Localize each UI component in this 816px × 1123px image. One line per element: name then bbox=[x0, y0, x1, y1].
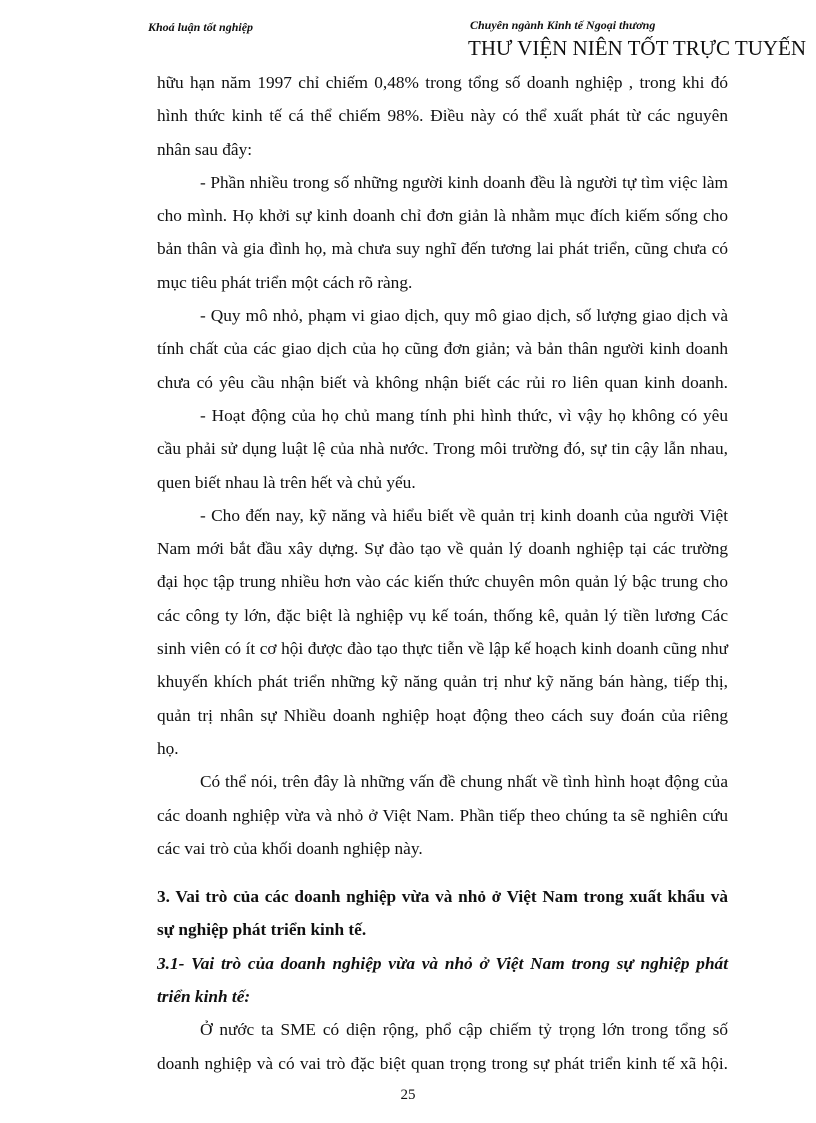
text-line: các công ty lớn, đặc biệt là nghiệp vụ kế toán, thống kê, quản lý tiền lương Các bbox=[157, 605, 728, 625]
text-line: cầu phải sử dụng luật lệ của nhà nước. Trong môi trường đó, sự tin cậy lẫn nhau, bbox=[157, 439, 728, 459]
header-right: Chuyên ngành Kinh tế Ngoại thương bbox=[470, 18, 656, 32]
header-left: Khoá luận tốt nghiệp bbox=[148, 20, 254, 34]
subsection-heading: 3.1- Vai trò của doanh nghiệp vừa và nhỏ ở Việt Nam trong sự nghiệp phát bbox=[157, 953, 728, 973]
text-line: - Hoạt động của họ chủ mang tính phi hình thức, vì vậy họ không có yêu bbox=[200, 405, 728, 425]
text-line: các doanh nghiệp vừa và nhỏ ở Việt Nam. Phần tiếp theo chúng ta sẽ nghiên cứu bbox=[157, 805, 728, 825]
text-line: quản trị nhân sự Nhiều doanh nghiệp hoạt động theo cách suy đoán của riêng bbox=[157, 705, 728, 725]
text-line: họ. bbox=[157, 738, 179, 758]
text-line: hữu hạn năm 1997 chỉ chiếm 0,48% trong tổng số doanh nghiệp , trong khi đó bbox=[157, 73, 728, 92]
text-line: Nam mới bắt đầu xây dựng. Sự đào tạo về quản lý doanh nghiệp tại các trường bbox=[157, 539, 728, 559]
subsection-heading: triển kinh tế: bbox=[157, 987, 251, 1007]
text-line: các vai trò của khối doanh nghiệp này. bbox=[157, 838, 423, 858]
section-heading: sự nghiệp phát triển kinh tế. bbox=[157, 920, 367, 940]
page-number: 25 bbox=[400, 1087, 416, 1103]
text-line: sinh viên có ít cơ hội được đào tạo thực tiễn về lập kế hoạch kinh doanh cũng như bbox=[157, 639, 728, 659]
watermark: THƯ VIỆN NIÊN TỐT TRỰC TUYẾN bbox=[468, 36, 807, 60]
text-line: bản thân và gia đình họ, mà chưa suy nghĩ đến tương lai phát triển, cũng chưa có bbox=[157, 239, 728, 259]
text-line: - Cho đến nay, kỹ năng và hiểu biết về quản trị kinh doanh của người Việt bbox=[200, 505, 728, 525]
text-line: doanh nghiệp và có vai trò đặc biệt quan trọng trong sự phát triển kinh tế xã hội. bbox=[157, 1053, 728, 1073]
document-body bbox=[157, 66, 728, 1080]
text-line: hình thức kinh tế cá thể chiếm 98%. Điều này có thể xuất phát từ các nguyên bbox=[157, 106, 728, 126]
text-line: - Quy mô nhỏ, phạm vi giao dịch, quy mô giao dịch, số lượng giao dịch và bbox=[200, 306, 728, 326]
text-line: cho mình. Họ khởi sự kinh doanh chỉ đơn giản là nhằm mục đích kiếm sống cho bbox=[157, 206, 728, 226]
text-line: nhân sau đây: bbox=[157, 139, 253, 159]
text-line: đại học tập trung nhiều hơn vào các kiến thức chuyên môn quản lý bậc trung cho bbox=[157, 572, 728, 592]
text-line: Ở nước ta SME có diện rộng, phổ cập chiếm tỷ trọng lớn trong tổng số bbox=[200, 1020, 728, 1040]
section-heading: 3. Vai trò của các doanh nghiệp vừa và nhỏ ở Việt Nam trong xuất khẩu và bbox=[157, 887, 728, 907]
text-line: tính chất của các giao dịch của họ cũng đơn giản; và bản thân người kinh doanh bbox=[157, 339, 728, 359]
text-line: - Phần nhiều trong số những người kinh doanh đều là người tự tìm việc làm bbox=[200, 172, 728, 192]
text-line: quen biết nhau là trên hết và chủ yếu. bbox=[157, 472, 416, 492]
text-line: mục tiêu phát triển một cách rõ ràng. bbox=[157, 272, 413, 292]
text-line: chưa có yêu cầu nhận biết và không nhận biết các rủi ro liên quan kinh doanh. bbox=[157, 372, 728, 392]
text-line: Có thể nói, trên đây là những vấn đề chung nhất về tình hình hoạt động của bbox=[200, 772, 728, 792]
text-line: khuyến khích phát triển những kỹ năng quản trị như kỹ năng bán hàng, tiếp thị, bbox=[157, 672, 728, 692]
